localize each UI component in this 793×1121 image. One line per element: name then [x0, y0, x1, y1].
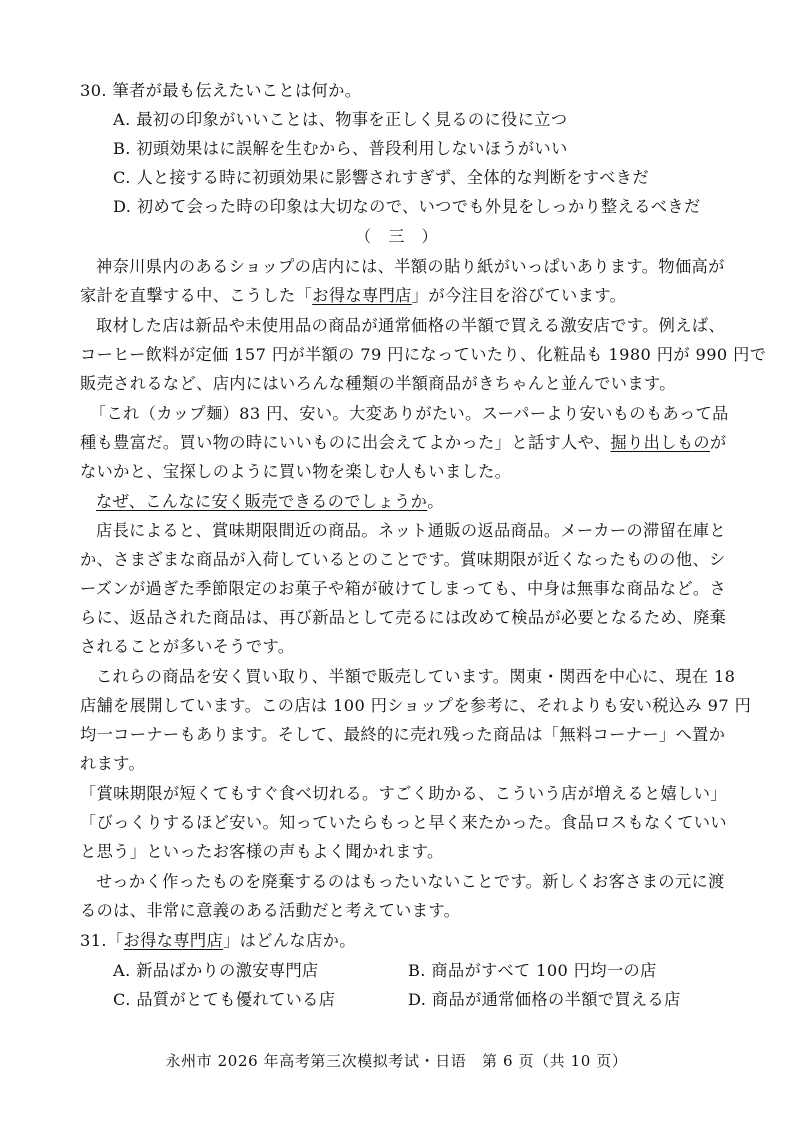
passage-line: 店長によると、賞味期限間近の商品。ネット通販の返品商品。メーカーの滞留在庫と	[96, 521, 726, 540]
passage-line: るのは、非常に意義のある活動だと考えています。	[80, 901, 461, 920]
passage-line: せっかく作ったものを廃棄するのはもったいないことです。新しくお客さまの元に渡	[96, 872, 725, 891]
question-31-option-c	[113, 989, 335, 1011]
section-heading: （ 三 ）	[355, 227, 438, 246]
option-label: B.	[408, 961, 426, 980]
passage-line: これらの商品を安く買い取り、半額で販売しています。関東・関西を中心に、現在 18	[96, 667, 736, 686]
passage-line: 販売されるなど、店内にはいろんな種類の半額商品がきちゃんと並んでいます。	[80, 374, 676, 393]
option-label: D.	[113, 197, 132, 216]
underlined-phrase: なぜ、こんなに安く販売できるのでしょうか	[96, 492, 428, 511]
passage-line: ーズンが過ぎた季節限定のお菓子や箱が破けてしまっても、中身は無事な商品など。さ	[80, 579, 727, 598]
question-30-option-b	[113, 138, 568, 160]
passage-line: 家計を直撃する中、こうした「お得な専門店」が今注目を浴びています。	[80, 286, 627, 305]
question-31-option-a	[113, 960, 319, 982]
passage-line: 店舗を展開しています。この店は 100 円ショップを参考に、それよりも安い税込み 97 円	[80, 696, 752, 715]
passage-line: と思う」といったお客様の声もよく聞かれます。	[80, 842, 444, 861]
passage-line: 取材した店は新品や未使用品の商品が通常価格の半額で買える激安店です。例えば、	[96, 316, 726, 335]
option-label: A.	[113, 110, 131, 129]
underlined-phrase: お得な専門店	[312, 286, 412, 305]
question-number: 31.	[80, 931, 107, 950]
page-footer: 永州市 2026 年高考第三次模拟考试・日语 第 6 页（共 10 页）	[165, 1052, 628, 1070]
question-30-option-a	[113, 109, 567, 131]
question-30-option-d	[113, 196, 701, 218]
option-text: 新品ばかりの激安専門店	[136, 961, 319, 980]
underlined-phrase: お得な専門店	[123, 931, 224, 950]
question-30-stem: 30. 筆者が最も伝えたいことは何か。	[80, 81, 362, 100]
option-label: B.	[113, 139, 131, 158]
passage-line: か、さまざまな商品が入荷しているとのことです。賞味期限が近くなったものの他、シ	[80, 550, 726, 569]
passage-line: らに、返品された商品は、再び新品として売るには改めて検品が必要となるため、廃棄	[80, 608, 727, 627]
option-label: C.	[113, 168, 131, 187]
passage-line: されることが多いそうです。	[80, 637, 295, 656]
passage-line: 神奈川県内のあるショップの店内には、半額の貼り紙がいっぱいあります。物価高が	[96, 257, 725, 276]
question-30-option-c	[113, 167, 649, 189]
passage-line: れます。	[80, 754, 146, 773]
option-label: D.	[408, 990, 427, 1009]
underlined-phrase: 掘り出しもの	[610, 433, 711, 452]
option-text: 品質がとても優れている店	[136, 990, 336, 1009]
option-text: 初めて会った時の印象は大切なので、いつでも外見をしっかり整えるべきだ	[136, 197, 701, 216]
option-text: 最初の印象がいいことは、物事を正しく見るのに役に立つ	[136, 110, 568, 129]
passage-line: コーヒー飲料が定価 157 円が半額の 79 円になっていたり、化粧品も 1980 円が 990 円で	[80, 345, 767, 364]
option-label: C.	[113, 990, 131, 1009]
passage-line: 「賞味期限が短くてもすぐ食べ切れる。すごく助かる、こういう店が増えると嬉しい」	[80, 784, 727, 803]
option-text: 人と接する時に初頭効果に影響されすぎず、全体的な判断をすべきだ	[136, 168, 649, 187]
passage-line: 種も豊富だ。買い物の時にいいものに出会えてよかった」と話す人や、掘り出しものが	[80, 433, 727, 452]
passage-line: 「これ（カップ麺）83 円、安い。大変ありがたい。スーパーより安いものもあって品	[90, 404, 729, 423]
option-text: 商品がすべて 100 円均一の店	[431, 961, 657, 980]
passage-line: 「びっくりするほど安い。知っていたらもっと早く来たかった。食品ロスもなくていい	[80, 813, 727, 832]
option-text: 初頭効果はに誤解を生むから、普段利用しないほうがいい	[136, 139, 568, 158]
question-31-stem: 31.「お得な専門店」はどんな店か。	[80, 931, 356, 950]
passage-line: 均一コーナーもあります。そして、最終的に売れ残った商品は「無料コーナー」へ置か	[80, 725, 726, 744]
option-text: 商品が通常価格の半額で買える店	[431, 990, 681, 1009]
question-31-option-d	[408, 989, 681, 1011]
question-31-option-b	[408, 960, 657, 982]
passage-line: ないかと、宝探しのように買い物を楽しむ人もいました。	[80, 462, 512, 481]
option-label: A.	[113, 961, 131, 980]
passage-line: なぜ、こんなに安く販売できるのでしょうか。	[96, 492, 444, 511]
